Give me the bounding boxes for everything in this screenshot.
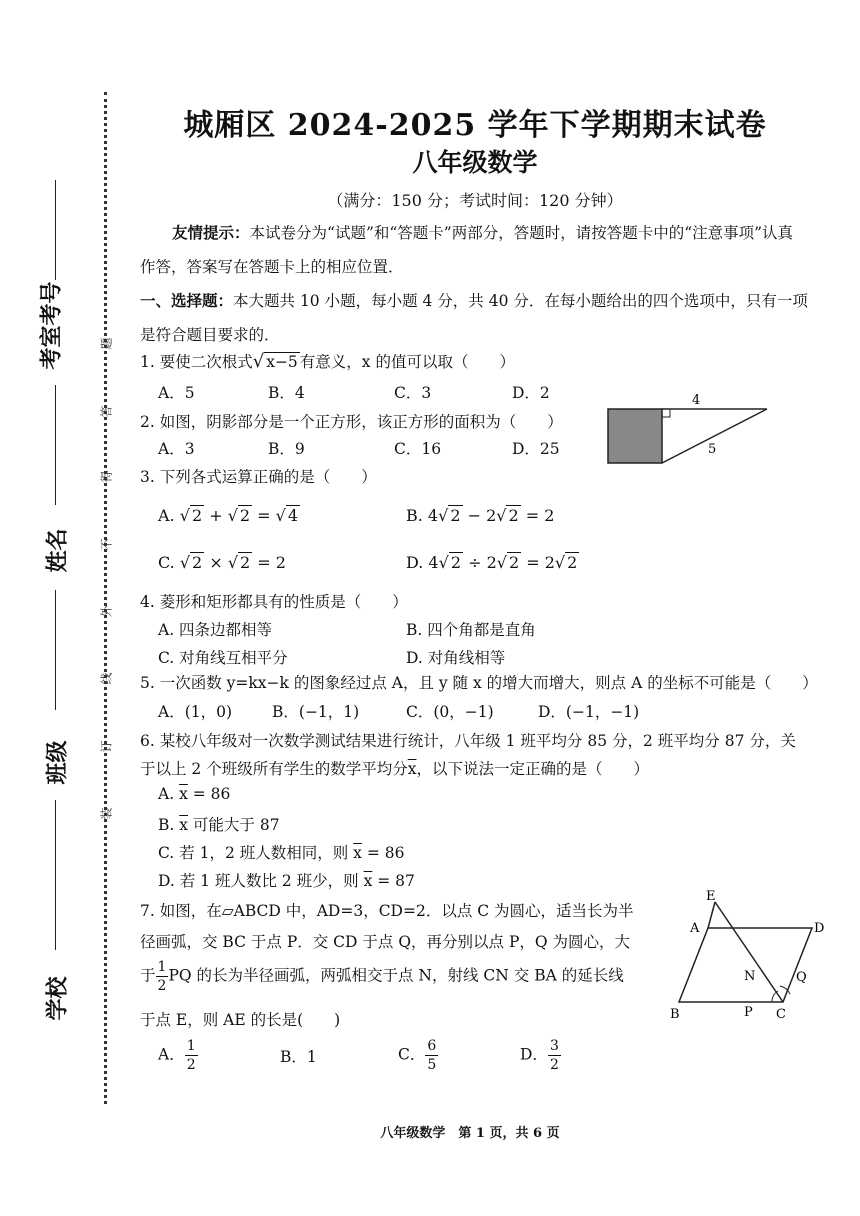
q4-option-a: A. 四条边都相等 [158, 621, 273, 639]
binding-line-2 [55, 385, 56, 505]
q4-stem: 4. 菱形和矩形都具有的性质是（ ） [140, 593, 408, 611]
q2-figure [600, 393, 780, 473]
label-E: E [706, 889, 716, 904]
seal-char-3: 得 [99, 470, 114, 483]
q6-option-d: D. 若 1 班人数比 2 班少，则 $\overline{x} = 87$ [158, 872, 415, 890]
tip-text: 本试卷分为“试题”和“答题卡”两部分，答题时，请按答题卡中的“注意事项”认真作答，答案写在答题卡上的相应位置． [140, 224, 794, 276]
q1-pre: 1. 要使二次根式 [140, 353, 253, 371]
q1-post: 有意义，x 的值可以取（ ） [299, 353, 515, 371]
q7-option-c: C． $\frac{6}{5}$ [398, 1038, 437, 1073]
section-label: 一、选择题： [140, 291, 234, 310]
q4-option-b: B. 四个角都是直角 [406, 621, 536, 639]
name-label: 姓名 [45, 528, 71, 573]
q1-option-a: A．5 [158, 384, 195, 402]
label-4: 4 [692, 393, 701, 408]
seal-char-5: 外 [99, 605, 114, 618]
q7-line4: 于点 E，则 AE 的长是( ) [140, 1011, 341, 1029]
q7-line1: 7. 如图，在▱ABCD 中，AD=3，CD=2．以点 C 为圆心，适当长为半 [140, 902, 634, 920]
seal-char-6: 线 [99, 672, 114, 685]
q2-stem: 2. 如图，阴影部分是一个正方形，该正方形的面积为（ ） [140, 413, 563, 431]
label-B: B [670, 1007, 680, 1022]
q5-option-b: B．(−1，1) [272, 703, 360, 721]
q4-option-d: D. 对角线相等 [406, 649, 506, 667]
binding-line-4 [55, 800, 56, 950]
frac-half: $\frac{1}{2}$ [157, 959, 167, 994]
exam-subtitle: 八年级数学 [412, 148, 538, 177]
label-N: N [744, 969, 756, 984]
tip-paragraph [140, 216, 808, 284]
section-heading [140, 284, 808, 352]
q5-stem: 5. 一次函数 y=kx−k 的图象经过点 A，且 y 随 x 的增大而增大，则点 A 的坐标不可能是（ ） [140, 674, 818, 692]
seal-char-1: 题 [99, 337, 114, 350]
q7-line2: 径画弧，交 BC 于点 P．交 CD 于点 Q，再分别以点 P，Q 为圆心，大 [140, 933, 631, 951]
q1-option-c: C．3 [394, 384, 432, 402]
label-5: 5 [708, 442, 717, 457]
seal-char-2: 答 [99, 405, 114, 418]
q5-option-c: C．(0，−1) [406, 703, 494, 721]
label-D: D [814, 921, 825, 936]
q6-line2: 于以上 2 个班级所有学生的数学平均分$\overline{x}$，以下说法一定正确的是（ ） [140, 760, 649, 778]
parallelogram [679, 928, 812, 1002]
q6-line1: 6. 某校八年级对一次数学测试结果进行统计，八年级 1 班平均分 85 分，2 班平均分 87 分，关 [140, 732, 796, 750]
exam-info: （满分：150 分；考试时间：120 分钟） [327, 191, 623, 210]
q3-stem: 3. 下列各式运算正确的是（ ） [140, 468, 377, 486]
q2-option-a: A．3 [158, 440, 195, 458]
q6-option-c: C. 若 1，2 班人数相同，则 $\overline{x} = 86$ [158, 844, 405, 862]
q1-option-d: D．2 [512, 384, 550, 402]
seat-number-label: 考室考号 [39, 281, 65, 370]
label-Q: Q [796, 970, 807, 985]
q6-option-a: A. $\overline{x} = 86$ [158, 785, 231, 803]
label-P: P [744, 1005, 753, 1020]
tip-label: 友情提示： [172, 223, 250, 242]
seal-char-8: 装 [99, 807, 114, 820]
q7-option-b: B．1 [280, 1048, 317, 1066]
q2-option-c: C．16 [394, 440, 442, 458]
q2-option-b: B．9 [268, 440, 305, 458]
binding-line-3 [55, 590, 56, 710]
xbar: $\overline{x}$ [407, 760, 417, 778]
q5-option-d: D．(−1，−1) [538, 703, 640, 721]
q3-option-b: B. 4√ 2 − 2√ 2 = 2 [406, 506, 555, 525]
q3-option-c: C. √ 2 × √ 2 = 2 [158, 553, 286, 572]
label-A: A [690, 921, 700, 936]
page-footer: 八年级数学 第 1 页，共 6 页 [380, 1126, 560, 1141]
q4-option-c: C. 对角线互相平分 [158, 649, 288, 667]
q1-radicand: x−5 [266, 353, 298, 371]
label-C: C [776, 1007, 786, 1022]
seal-char-7: 订 [99, 740, 114, 753]
seal-char-4: 不 [99, 538, 114, 551]
q1-option-b: B．4 [268, 384, 305, 402]
q7-figure [668, 888, 838, 1028]
shaded-square [608, 409, 662, 463]
class-label: 班级 [45, 740, 71, 785]
q5-option-a: A．(1，0) [158, 703, 233, 721]
exam-title: 城厢区 2024-2025 学年下学期期末试卷 [183, 108, 767, 143]
q3-option-d: D. 4√ 2 ÷ 2√ 2 = 2√ 2 [406, 553, 578, 572]
q7-line3: 于 $\frac{1}{2}$ PQ 的长为半径画弧，两弧相交于点 N，射线 CN 交 BA 的延长线 [140, 959, 624, 994]
seal-dotted-line [104, 92, 107, 1104]
q7-option-d: D． $\frac{3}{2}$ [520, 1038, 559, 1073]
q3-option-a: A. √ 2 + √ 2 = √ 4 [158, 506, 299, 525]
school-label: 学校 [45, 976, 71, 1021]
q6-option-b: B. $\overline{x}$ 可能大于 87 [158, 816, 280, 834]
q2-option-d: D．25 [512, 440, 560, 458]
q1-stem: 1. 要使二次根式√ x−5 有意义，x 的值可以取（ ） [140, 351, 515, 372]
q7-option-a: A． $\frac{1}{2}$ [158, 1038, 196, 1073]
section-text: 本大题共 10 小题，每小题 4 分，共 40 分．在每小题给出的四个选项中，只有一项是符合题目要求的． [140, 292, 808, 344]
